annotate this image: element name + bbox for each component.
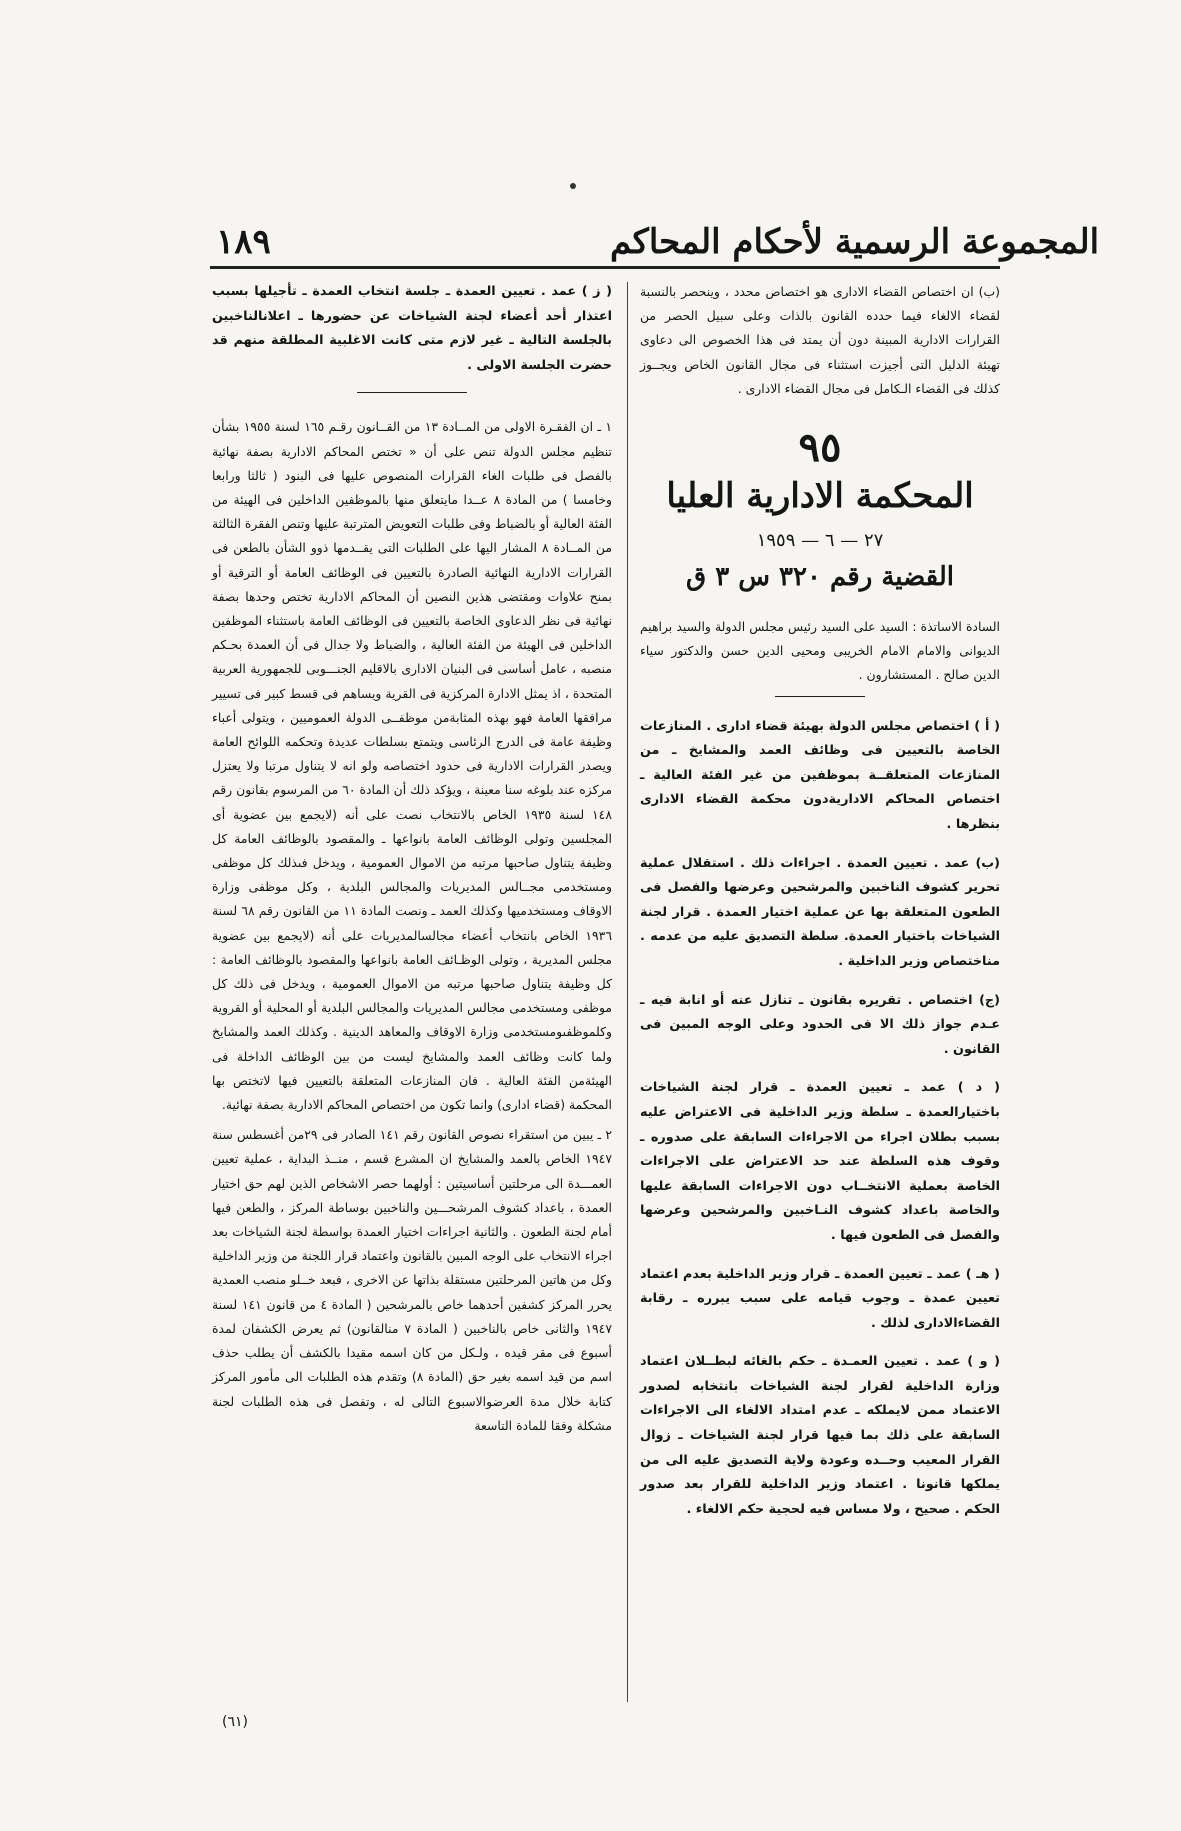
case-number: ٩٥ (798, 424, 842, 472)
paragraph-2: ٢ ـ يبين من استقراء نصوص القانون رقم ١٤١ الصادر فى ٢٩من أغسطس سنة ١٩٤٧ الخاص بالعمد والمشايخ ان المشرع قسم ، منــذ البداية ، عملية تعيين العمـــدة الى مرحلتين أساسيتين : أولهما حصر الاشخاص الذين لهم حق اختيار العمدة ، باعداد كشوف المرشحـــين والناخبين بوساطة المركز ، والطعن فيها أمام لجنة الطعون . والثانية اجراءات اختيار العمدة بواسطة لجنة الشياخات بعد اجراء الانتخاب على الوجه المبين بالقانون واعتماد قرار اللجنة من وزير الداخلية وكل من هاتين المرحلتين مستقلة بذاتها عن الاخرى ، فبعد خــلو منصب العمدية يحرر المركز كشفين أحدهما خاص بالمرشحين ( المادة ٤ من قانون ١٤١ لسنة ١٩٤٧ والثانى خاص بالناخبين ( المادة ٧ منالقانون) ثم يعرض الكشفان لمدة أسبوع فى مقر قيده ، ولـكل من كان اسمه مقيدا بالكشف أن يطلب حذف اسم من قيد اسمه بغير حق (المادة ٨) وتقدم هذه الطلبات الى مأمور المركز كتابة خلال مدة العرضوالاسبوع التالى له ، وتفصل فى هذه الطلبات لجنة مشكلة وفقا للمادة التاسعة (212, 1127, 612, 1433)
judges-list: السادة الاساتذة : السيد على السيد رئيس مجلس الدولة والسيد براهيم الديوانى والامام الامام الخريبى ومحيى الدين حسن والدكتور سياء الدين صالح . المستشارون . (640, 619, 1000, 683)
headnote-e: ( هـ ) عمد ـ تعيين العمدة ـ قرار وزير الداخلية بعدم اعتماد تعيين عمدة ـ وجوب قيامه على سبب يبرره ـ رقابة القضاءالادارى لذلك . (640, 1266, 1000, 1331)
headnote-a: ( أ ) اختصاص مجلس الدولة بهيئة قضاء ادارى . المنازعات الخاصة بالتعيين فى وظائف العمد والمشايخ ـ من المنازعات المتعلقــة بموظفين من غير الفئة العالية ـ اختصاص المحاكم الاداريةدون محكمة القضاء الادارى بنظرها . (640, 718, 1000, 832)
left-column (212, 280, 612, 1444)
right-column (640, 280, 1000, 1536)
paragraph-b: (ب) ان اختصاص القضاء الادارى هو اختصاص محدد ، وينحصر بالنسبة لقضاء الالغاء فيما حدده القانون بالذات وعلى سبيل الحصر من القرارات الادارية المبينة دون أن يمتد فى هذا الخصوص الى دعاوى تهيئة الدليل التى أجيزت استثناء فى مجال القانون الخاص ويجــوز كذلك فى القضاء الـكامل فى مجال القضاء الادارى . (640, 284, 1000, 396)
page-header (210, 218, 1100, 270)
page-number: ١٨٩ (216, 222, 271, 262)
header-rule (210, 266, 1000, 269)
headnote-b: (ب) عمد . تعيين العمدة . اجراءات ذلك . استقلال عملية تحرير كشوف الناخبين والمرشحين وعرضها والفصل فى الطعون المتعلقة بها عن عملية اختيار العمدة . قرار لجنة الشياخات باختيار العمدة. سلطة التصديق عليه من عدمه . مناختصاص وزير الداخلية . (640, 855, 1000, 969)
headnote-c: (ج) اختصاص . تقريره بقانون ـ تنازل عنه أو انابة فيه ـ عـدم جواز ذلك الا فى الحدود وعلى الوجه المبين فى القانون . (640, 992, 1000, 1057)
judgment-date: ٢٧ — ٦ — ١٩٥٩ (756, 530, 884, 552)
journal-title: المجموعة الرسمية لأحكام المحاكم (610, 222, 1100, 262)
column-divider (627, 282, 628, 1702)
headnote-d: ( د ) عمد ـ تعيين العمدة ـ قرار لجنة الشياخات باختيارالعمدة ـ سلطة وزير الداخلية فى الاعتراض عليه بسبب بطلان اجراء من الاجراءات السابقة على صدوره ـ وقوف هذه السلطة عند حد الاعتراض على الاجراءات الخاصة بعملية الانتخــاب دون الاجراءات السابقة عليها والخاصة باعداد كشوف النـاخبين والمرشحين وعرضها والفصل فى الطعون فيها . (640, 1080, 1000, 1243)
case-id: القضية رقم ٣٢٠ س ٣ ق (686, 562, 954, 593)
headnote-f: ( و ) عمد . تعيين العمـدة ـ حكم بالغائه لبطــلان اعتماد وزارة الداخلية لقرار لجنة الشياخات بانتخابه لصدور الاعتماد ممن لايملكه ـ عدم امتداد الالغاء الى الاجراءات السابقة على ذلك بما فيها قرار لجنة الشياخات ـ زوال القرار المعيب وحــده وعودة ولاية التصديق عليه الى من يملكها قانونا . اعتماد وزير الداخلية للقرار بعد صدور الحكم . صحيح ، ولا مساس فيه لحجية حكم الالغاء . (640, 1354, 1000, 1517)
footer-signature: (٦١) (222, 1714, 248, 1730)
headnote-z: ( ز ) عمد . تعيين العمدة ـ جلسة انتخاب العمدة ـ تأجيلها بسبب اعتذار أحد أعضاء لجنة الشياخات عن حضورها ـ اعلانالناخبين بالجلسة التالية ـ غير لازم متى كانت الاغلبية المطلقة منهم قد حضرت الجلسة الاولى . (212, 284, 612, 373)
paragraph-1: ١ ـ ان الفقـرة الاولى من المــادة ١٣ من القــانون رقـم ١٦٥ لسنة ١٩٥٥ بشأن تنظيم مجلس الدولة تنص على أن « تختص المحاكم الادارية بصفة نهائية بالفصل فى طلبات الغاء القرارات المنصوص عليها فى البنود ( ثالثا ورابعا وخامسا ) من المادة ٨ عــدا مايتعلق منها بالموظفين الداخلين فى الهيئة من الفئة العالية أو بالضباط وفى طلبات التعويض المترتبة عليها وتنص الفقرة الثالثة من المــادة ٨ المشار اليها على الطلبات التى يقــدمها ذوو الشأن بالطعن فى القرارات الادارية النهائية الصادرة بالتعيين فى الوظائف العامة أو الترقية أو بمنح علاوات ومقتضى هذين النصين أن المحاكم الادارية تختص وحدها بصفة نهائية فى نظر الدعاوى الخاصة بالتعيين فى الوظائف العامة باستثناء الموظفين الداخلين فى الهيئة من الفئة العالية ، والضباط ولا جدال فى أن العمدة بحـكم منصبه ، عامل أساسى فى البنيان الادارى بالاقليم الجنـــوبى للجمهورية العربية المتحدة ، اذ يمثل الادارة المركزية فى القرية ويساهم فى قسط كبير فى تسيير مرافقها العامة فهو بهذه المثابةمن موظفــى الدولة العموميين ، ويتولى أعباء وظيفة عامة فى الدرج الرئاسى ويتمتع بسلطات عديدة وتحكمه اللوائح العامة ويصدر القرارات الادارية فى حدود اختصاصه ولو انه لا يتناول مرتبا ولا يعتزل مركزه عند بلوغه سنا معينة ، ويؤكد ذلك أن المادة ٦٠ من المرسوم بقانون رقم ١٤٨ لسنة ١٩٣٥ الخاص بالانتخاب نصت على أنه (لايجمع بين عضوية أى المجلسين وتولى الوظائف العامة بانواعها ـ والمقصود بالوظائف العامة كل وظيفة يتناول صاحبها مرتبه من الاموال العمومية ، ويدخل فىذلك كل موظفى ومستخدمى مجــالس المديريات والمجالس البلدية ، وكل موظفى وزارة الاوقاف ومستخدميها وكذلك العمد ـ ونصت المادة ١١ من القانون رقم ٦٨ لسنة ١٩٣٦ الخاص بانتخاب أعضاء مجالسالمديريات على أنه (لايجمع بين عضوية مجلس المديرية ، وتولى الوظـائف العامة بانواعها والمقصود بالوظائف العامة : كل وظيفة يتناول صاحبها مرتبه من الاموال العمومية ، ويدخل فى ذلك كل موظفى ومستخدمى مجالس المديريات والمجالس البلدية أو المحلية أو القروية وكلموظفىومستخدمى وزارة الاوقاف والمعاهد الدينية . وكذلك العمد والمشايخ ولما كانت وظائف العمد والمشايخ ليست من بين الوظائف الداخلة فى الهيئةمن الفئة العالية . فان المنازعات المتعلقة بالتعيين فيها لاتختص بها المحكمة (قضاء ادارى) وانما تكون من اختصاص المحاكم الادارية بصفة نهائية. (212, 419, 613, 1113)
court-name: المحكمة الادارية العليا (666, 476, 974, 517)
ink-dot (570, 183, 576, 189)
separator-rule-left (357, 392, 467, 393)
separator-rule (775, 696, 865, 697)
